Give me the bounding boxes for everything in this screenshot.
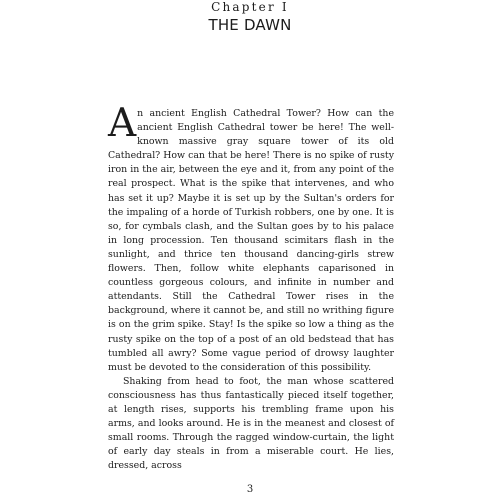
chapter-title: THE DAWN [208,16,292,34]
paragraph [108,101,394,375]
paragraph-text: n ancient English Cathedral Tower? How can the ancient English Cathedral tower be here! The well-known massive gray square tower of its old Cathedral? How can that be here! There is no spike of rusty iron in the air, between the eye and it, from any point of the real prospect. What is the spike that intervenes, and who has set it up? Maybe it is set up by the Sultan's orders for the impaling of a horde of Turkish robbers, one by one. It is so, for cymbals clash, and the Sultan goes by to his palace in long procession. Ten thousand scimitars flash in the sunlight, and thrice ten thousand dancing-girls strew flowers. Then, follow white elephants caparisoned in countless gorgeous colours, and infinite in number and attendants. Still the Cathedral Tower rises in the background, where it cannot be, and still no writhing figure is on the grim spike. Stay! Is the spike so low a thing as the rusty spike on the top of a post of an old bedstead that has tumbled all awry? Some vague period of drowsy laughter must be devoted to the consideration of this possibility. [108,108,394,373]
body-text [108,101,394,473]
chapter-number: Chapter I [211,0,289,14]
page-number: 3 [246,484,254,495]
drop-cap: A [108,101,137,146]
chapter-header [0,0,500,35]
paragraph: Shaking from head to foot, the man whose scattered consciousness has thus fantastically pieced itself together, at length rises, supports his trembling frame upon his arms, and looks around. He is in the meanest and closest of small rooms. Through the ragged window-curtain, the light of early day steals in from a miserable court. He lies, dressed, across [108,375,394,472]
